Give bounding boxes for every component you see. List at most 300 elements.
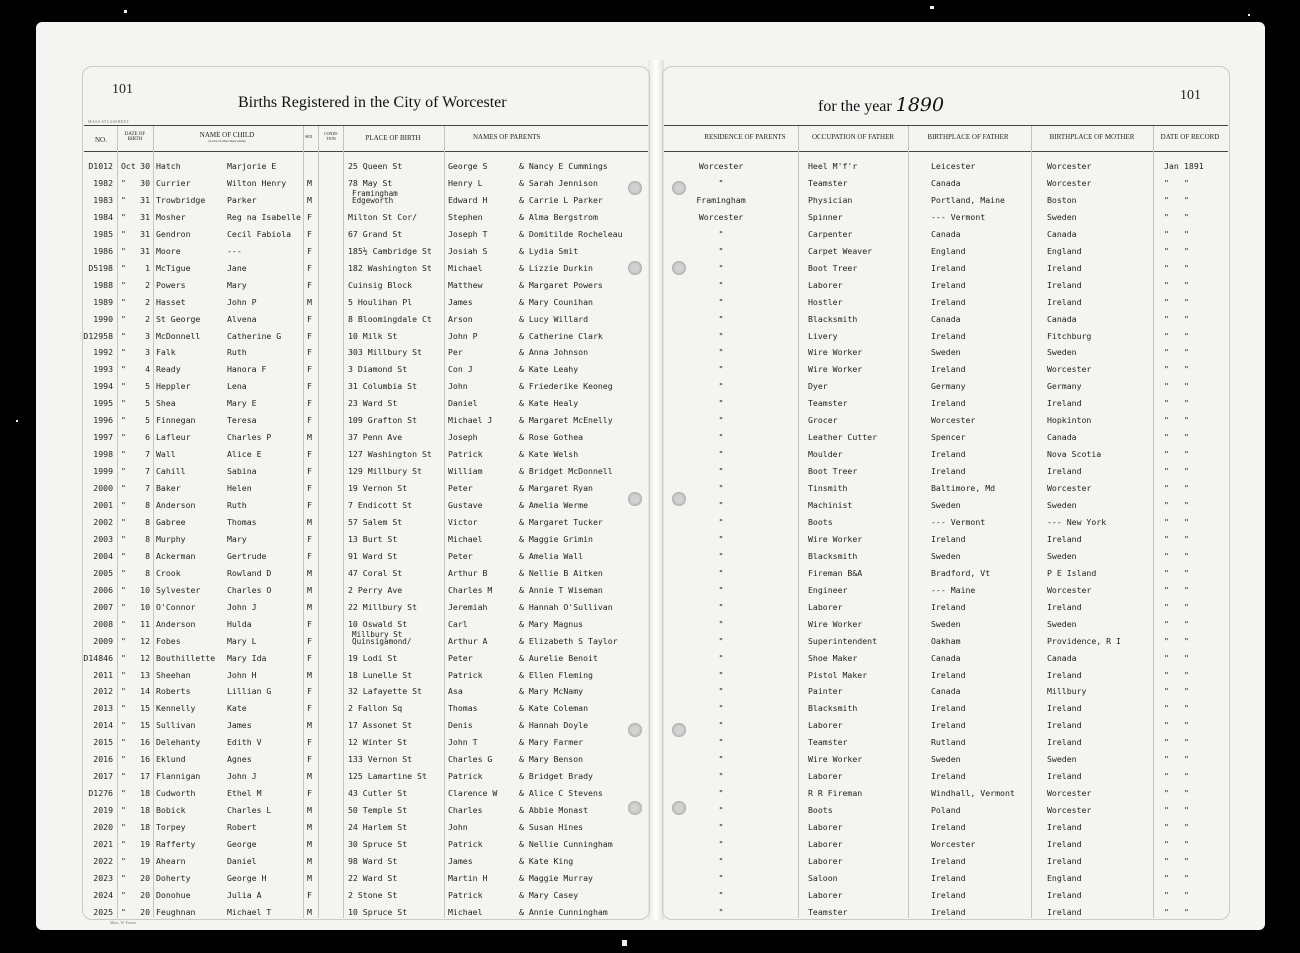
table-row xyxy=(0,429,1300,446)
cell-given: Cecil Fabiola xyxy=(227,228,292,239)
cell-sex: F xyxy=(307,279,312,290)
cell-given: Mary E xyxy=(227,398,257,409)
cell-rec1: " xyxy=(1164,415,1169,426)
cell-occupation: Blacksmith xyxy=(808,313,858,324)
cell-bp-mother: Ireland xyxy=(1047,771,1082,782)
cell-mother: & Aurelie Benoit xyxy=(519,652,598,663)
cell-rec2: " xyxy=(1184,483,1189,494)
cell-mother: & Kate Coleman xyxy=(519,703,589,714)
cell-residence: " xyxy=(718,652,724,663)
cell-residence: " xyxy=(718,262,724,273)
col-header-no: NO. xyxy=(95,136,107,144)
cell-residence: " xyxy=(718,533,724,544)
table-row xyxy=(0,616,1300,633)
cell-bp-father: Baltimore, Md xyxy=(931,483,996,494)
cell-no: D1276 xyxy=(88,788,113,799)
cell-mother: & Kate Leahy xyxy=(519,364,579,375)
cell-given: Michael T xyxy=(227,906,272,917)
cell-rec2: " xyxy=(1184,618,1189,629)
cell-sex: F xyxy=(307,330,312,341)
cell-occupation: Spinner xyxy=(808,211,843,222)
cell-sex: M xyxy=(307,177,312,188)
cell-bp-mother: Ireland xyxy=(1047,720,1082,731)
cell-surname: Ready xyxy=(156,364,181,375)
cell-surname: Flannigan xyxy=(156,771,201,782)
cell-m: " xyxy=(121,839,126,849)
cell-no: 2016 xyxy=(93,754,113,765)
cell-d: 10 xyxy=(140,584,150,595)
cell-mother: & Lizzie Durkin xyxy=(519,262,593,273)
cell-d: 8 xyxy=(145,533,150,544)
cell-bp-mother: Ireland xyxy=(1047,737,1082,748)
cell-no: 1995 xyxy=(93,398,113,409)
cell-sex: M xyxy=(307,296,312,307)
cell-no: 2022 xyxy=(93,855,113,866)
cell-bp-mother: Germany xyxy=(1047,381,1082,392)
cell-place: 12 Winter St xyxy=(348,737,408,748)
cell-given: Lillian G xyxy=(227,686,272,697)
scan-speck xyxy=(124,10,127,13)
cell-m: " xyxy=(121,211,126,222)
cell-no: D5198 xyxy=(88,262,113,273)
form-code: MASS ATLASSHEET xyxy=(88,119,130,124)
cell-place: 23 Ward St xyxy=(348,398,398,409)
cell-d: 15 xyxy=(140,720,150,731)
cell-bp-mother: Sweden xyxy=(1047,618,1077,629)
cell-bp-father: Sweden xyxy=(931,500,961,510)
cell-residence: " xyxy=(718,279,724,290)
cell-given: Kate xyxy=(227,703,247,714)
cell-sex: F xyxy=(307,703,312,714)
cell-occupation: Engineer xyxy=(808,584,848,595)
cell-no: 2020 xyxy=(93,822,113,833)
cell-place xyxy=(352,190,398,204)
cell-given: Marjorie E xyxy=(227,161,277,171)
cell-occupation: Laborer xyxy=(808,839,843,849)
cell-surname: McDonnell xyxy=(156,330,201,341)
scan-speck xyxy=(622,940,627,946)
cell-occupation: Teamster xyxy=(808,398,848,409)
cell-sex: M xyxy=(307,432,312,443)
cell-d: 2 xyxy=(145,296,150,307)
cell-given: Alice E xyxy=(227,449,262,460)
cell-bp-father: Ireland xyxy=(931,771,966,782)
cell-residence: " xyxy=(718,771,724,782)
cell-given: Jane xyxy=(227,262,247,273)
page-number-left: 101 xyxy=(112,82,133,97)
cell-surname: Powers xyxy=(156,279,186,290)
cell-place: 129 Millbury St xyxy=(348,466,422,477)
cell-given: Mary xyxy=(227,279,247,290)
cell-father: Clarence W xyxy=(448,788,498,799)
cell-d: 18 xyxy=(140,788,150,799)
cell-bp-father: Leicester xyxy=(931,161,976,171)
cell-mother: & Margaret McEnelly xyxy=(519,415,613,426)
cell-no: 1984 xyxy=(93,211,113,222)
cell-no: 2001 xyxy=(93,500,113,510)
cell-given: Thomas xyxy=(227,516,257,527)
cell-no: 2017 xyxy=(93,771,113,782)
cell-d: 8 xyxy=(145,500,150,510)
cell-surname: Falk xyxy=(156,347,176,358)
cell-mother: & Anna Johnson xyxy=(519,347,589,358)
cell-place: 10 Spruce St xyxy=(348,906,408,917)
cell-residence: " xyxy=(718,483,724,494)
cell-sex: M xyxy=(307,567,312,578)
cell-mother: & Hannah Doyle xyxy=(519,720,589,731)
cell-given: Julia A xyxy=(227,889,262,900)
cell-rec1: " xyxy=(1164,500,1169,510)
cell-sex: M xyxy=(307,720,312,731)
table-row xyxy=(0,565,1300,582)
table-row xyxy=(0,158,1300,175)
cell-d: 19 xyxy=(140,839,150,849)
cell-father: Michael xyxy=(448,262,483,273)
cell-residence: " xyxy=(718,584,724,595)
cell-surname: Finnegan xyxy=(156,415,196,426)
cell-bp-mother: Ireland xyxy=(1047,466,1082,477)
cell-place: 8 Bloomingdale Ct xyxy=(348,313,432,324)
cell-no: 2006 xyxy=(93,584,113,595)
cell-rec1: " xyxy=(1164,584,1169,595)
cell-bp-mother: Sweden xyxy=(1047,754,1077,765)
cell-bp-father: Portland, Maine xyxy=(931,194,1005,205)
cell-residence: " xyxy=(718,381,724,392)
cell-rec1: " xyxy=(1164,601,1169,612)
cell-residence: " xyxy=(718,516,724,527)
binder-hole xyxy=(672,181,686,195)
cell-d: 7 xyxy=(145,483,150,494)
cell-place: 37 Penn Ave xyxy=(348,432,403,443)
cell-residence: " xyxy=(718,245,724,256)
cell-residence: " xyxy=(718,855,724,866)
cell-d: 5 xyxy=(145,381,150,392)
table-row xyxy=(0,328,1300,345)
cell-bp-mother: Nova Scotia xyxy=(1047,449,1102,460)
cell-place: 7 Endicott St xyxy=(348,500,413,510)
cell-occupation: Carpet Weaver xyxy=(808,245,873,256)
cell-given: Reg na Isabelle xyxy=(227,211,301,222)
cell-bp-father: Sweden xyxy=(931,754,961,765)
cell-father: Victor xyxy=(448,516,478,527)
cell-rec1: " xyxy=(1164,805,1169,816)
cell-rec1: " xyxy=(1164,516,1169,527)
cell-bp-mother: Sweden xyxy=(1047,211,1077,222)
cell-residence: " xyxy=(718,313,724,324)
cell-given: Charles P xyxy=(227,432,272,443)
cell-given: John P xyxy=(227,296,257,307)
table-row xyxy=(0,887,1300,904)
cell-residence: " xyxy=(718,347,724,358)
cell-father: Patrick xyxy=(448,771,483,782)
col-header-occupation: OCCUPATION OF FATHER xyxy=(811,133,895,141)
binder-hole xyxy=(672,261,686,275)
cell-rec1: Jan xyxy=(1164,161,1179,171)
cell-m: Oct xyxy=(121,161,136,171)
cell-m: " xyxy=(121,601,126,612)
cell-father: Per xyxy=(448,347,463,358)
cell-m: " xyxy=(121,177,126,188)
cell-rec1: " xyxy=(1164,228,1169,239)
cell-place: 43 Cutler St xyxy=(348,788,408,799)
cell-surname: Wall xyxy=(156,449,176,460)
cell-bp-mother: Ireland xyxy=(1047,906,1082,917)
cell-bp-father: Canada xyxy=(931,313,961,324)
cell-father: Daniel xyxy=(448,398,478,409)
cell-occupation: Pistol Maker xyxy=(808,669,868,680)
cell-d: 11 xyxy=(140,618,150,629)
cell-given: Gertrude xyxy=(227,550,267,561)
cell-rec2: " xyxy=(1184,906,1189,917)
cell-bp-mother: Canada xyxy=(1047,313,1077,324)
cell-bp-father: Ireland xyxy=(931,398,966,409)
table-row xyxy=(0,819,1300,836)
cell-given: Parker xyxy=(227,194,257,205)
cell-occupation: Hostler xyxy=(808,296,843,307)
cell-sex: M xyxy=(307,906,312,917)
cell-given: Mary L xyxy=(227,635,257,646)
cell-rec2: " xyxy=(1184,533,1189,544)
cell-sex: M xyxy=(307,194,312,205)
cell-occupation: Wire Worker xyxy=(808,618,863,629)
cell-mother: & Sarah Jennison xyxy=(519,177,598,188)
cell-rec2: " xyxy=(1184,194,1189,205)
cell-residence: Framingham xyxy=(696,194,746,205)
col-header-child-label: NAME OF CHILD xyxy=(199,131,255,139)
col-header-child-note: (Color if other than white) xyxy=(208,139,246,143)
cell-no: 1993 xyxy=(93,364,113,375)
cell-father: Arthur A xyxy=(448,635,488,646)
cell-d: 19 xyxy=(140,855,150,866)
cell-mother: & Nancy E Cummings xyxy=(519,161,608,171)
table-row xyxy=(0,395,1300,412)
cell-d: 16 xyxy=(140,737,150,748)
table-row xyxy=(0,667,1300,684)
table-row xyxy=(0,209,1300,226)
cell-m: " xyxy=(121,635,126,646)
cell-bp-father: Ireland xyxy=(931,330,966,341)
cell-occupation: Teamster xyxy=(808,737,848,748)
cell-rec2: " xyxy=(1184,516,1189,527)
cell-mother: & Mary Magnus xyxy=(519,618,584,629)
cell-m: " xyxy=(121,466,126,477)
cell-rec2: " xyxy=(1184,347,1189,358)
cell-father: Charles M xyxy=(448,584,493,595)
cell-occupation: Wire Worker xyxy=(808,364,863,375)
cell-d: 31 xyxy=(140,245,150,256)
cell-rec2: " xyxy=(1184,601,1189,612)
cell-occupation: Laborer xyxy=(808,889,843,900)
cell-occupation: Carpenter xyxy=(808,228,853,239)
cell-occupation: Shoe Maker xyxy=(808,652,858,663)
cell-sex: F xyxy=(307,449,312,460)
cell-rec1: " xyxy=(1164,889,1169,900)
cell-father: Charles G xyxy=(448,754,493,765)
cell-bp-mother: Boston xyxy=(1047,194,1077,205)
year-title xyxy=(818,94,944,116)
cell-mother: & Domitilde Rocheleau xyxy=(519,228,623,239)
cell-no: 2009 xyxy=(93,635,113,646)
cell-no: 2008 xyxy=(93,618,113,629)
cell-rec2: " xyxy=(1184,669,1189,680)
table-row xyxy=(0,683,1300,700)
table-row xyxy=(0,582,1300,599)
cell-surname: Cahill xyxy=(156,466,186,477)
cell-rec2: " xyxy=(1184,500,1189,510)
cell-m: " xyxy=(121,262,126,273)
cell-sex: F xyxy=(307,313,312,324)
table-row xyxy=(0,734,1300,751)
cell-bp-father: Ireland xyxy=(931,296,966,307)
cell-d: 16 xyxy=(140,754,150,765)
cell-rec2: " xyxy=(1184,449,1189,460)
cell-occupation: R R Fireman xyxy=(808,788,863,799)
table-row xyxy=(0,904,1300,921)
header-rule-bottom-left xyxy=(84,151,648,152)
cell-sex: F xyxy=(307,466,312,477)
cell-father: Jeremiah xyxy=(448,601,488,612)
cell-surname: Hatch xyxy=(156,161,181,171)
cell-father: Con J xyxy=(448,364,473,375)
col-header-bp-father: BIRTHPLACE OF FATHER xyxy=(927,133,1009,141)
cell-no: D12958 xyxy=(83,330,113,341)
cell-no: 2019 xyxy=(93,805,113,816)
cell-occupation: Heel M'f'r xyxy=(808,161,858,171)
cell-d: 5 xyxy=(145,415,150,426)
cell-bp-mother: Ireland xyxy=(1047,601,1082,612)
cell-no: 2011 xyxy=(93,669,113,680)
cell-surname: O'Connor xyxy=(156,601,196,612)
cell-no: 2024 xyxy=(93,889,113,900)
cell-occupation: Blacksmith xyxy=(808,703,858,714)
register-title: Births Registered in the City of Worcester xyxy=(238,94,507,111)
cell-mother: & Annie Cunningham xyxy=(519,906,608,917)
cell-rec1: " xyxy=(1164,194,1169,205)
cell-surname: Bobick xyxy=(156,805,186,816)
cell-place: 2 Stone St xyxy=(348,889,398,900)
table-row xyxy=(0,802,1300,819)
cell-rec1: " xyxy=(1164,279,1169,290)
cell-given: Teresa xyxy=(227,415,257,426)
cell-rec1: " xyxy=(1164,652,1169,663)
cell-no: 2007 xyxy=(93,601,113,612)
cell-no: 2014 xyxy=(93,720,113,731)
cell-sex: M xyxy=(307,584,312,595)
cell-father: Arthur B xyxy=(448,567,488,578)
cell-given: Rowland D xyxy=(227,567,272,578)
cell-m: " xyxy=(121,381,126,392)
cell-residence: " xyxy=(718,635,724,646)
binder-hole xyxy=(628,801,642,815)
cell-sex: M xyxy=(307,872,312,883)
cell-sex: M xyxy=(307,771,312,782)
cell-bp-mother: Worcester xyxy=(1047,788,1092,799)
cell-rec2: " xyxy=(1184,822,1189,833)
cell-sex: F xyxy=(307,754,312,765)
cell-d: 10 xyxy=(140,601,150,612)
cell-bp-mother: P E Island xyxy=(1047,567,1097,578)
cell-rec1: " xyxy=(1164,483,1169,494)
cell-sex: M xyxy=(307,805,312,816)
cell-father: Thomas xyxy=(448,703,478,714)
table-row xyxy=(0,361,1300,378)
table-row xyxy=(0,378,1300,395)
cell-father: Martin H xyxy=(448,872,488,883)
cell-no: 1996 xyxy=(93,415,113,426)
cell-sex: F xyxy=(307,686,312,697)
cell-father: Carl xyxy=(448,618,468,629)
cell-father: Patrick xyxy=(448,669,483,680)
cell-bp-father: England xyxy=(931,245,966,256)
cell-bp-mother: Ireland xyxy=(1047,398,1082,409)
cell-place: 22 Millbury St xyxy=(348,601,418,612)
col-header-residence: RESIDENCE OF PARENTS xyxy=(704,133,786,141)
cell-bp-mother: Sweden xyxy=(1047,500,1077,510)
cell-occupation: Laborer xyxy=(808,855,843,866)
cell-rec2: " xyxy=(1184,737,1189,748)
cell-mother: & Amelia Werme xyxy=(519,500,589,510)
table-row xyxy=(0,650,1300,667)
cell-father: George S xyxy=(448,161,488,171)
cell-d: 7 xyxy=(145,466,150,477)
cell-occupation: Boot Treer xyxy=(808,466,858,477)
scan-speck xyxy=(1248,14,1250,16)
cell-rec2: " xyxy=(1184,584,1189,595)
cell-bp-mother: Ireland xyxy=(1047,889,1082,900)
cell-given: --- xyxy=(227,245,242,256)
cell-given: Ruth xyxy=(227,500,247,510)
cell-d: 1 xyxy=(145,262,150,273)
cell-no: 1999 xyxy=(93,466,113,477)
cell-bp-father: Canada xyxy=(931,177,961,188)
cell-occupation: Livery xyxy=(808,330,838,341)
cell-father: James xyxy=(448,296,473,307)
cell-mother: & Abbie Monast xyxy=(519,805,589,816)
cell-residence: Worcester xyxy=(698,161,744,171)
cell-sex: F xyxy=(307,211,312,222)
table-row xyxy=(0,463,1300,480)
cell-m: " xyxy=(121,398,126,409)
cell-place: 98 Ward St xyxy=(348,855,398,866)
form-footer: Mass. W. Forms xyxy=(110,920,137,925)
cell-father: Patrick xyxy=(448,449,483,460)
cell-father: Gustave xyxy=(448,500,483,510)
cell-bp-mother: Worcester xyxy=(1047,177,1092,188)
cell-surname: Anderson xyxy=(156,618,196,629)
cell-rec2: " xyxy=(1184,567,1189,578)
cell-father: Michael J xyxy=(448,415,493,426)
cell-bp-mother: Canada xyxy=(1047,228,1077,239)
cell-bp-mother: Canada xyxy=(1047,652,1077,663)
cell-father: John P xyxy=(448,330,478,341)
binder-hole xyxy=(628,181,642,195)
cell-d: 8 xyxy=(145,516,150,527)
cell-no: 2005 xyxy=(93,567,113,578)
cell-no: 1998 xyxy=(93,449,113,460)
cell-bp-mother: Hopkinton xyxy=(1047,415,1092,426)
table-row xyxy=(0,344,1300,361)
cell-sex: F xyxy=(307,228,312,239)
cell-m: " xyxy=(121,567,126,578)
cell-residence: " xyxy=(718,466,724,477)
cell-rec2: " xyxy=(1184,635,1189,646)
cell-occupation: Saloon xyxy=(808,872,838,883)
cell-surname: Heppler xyxy=(156,381,191,392)
cell-rec2: " xyxy=(1184,839,1189,849)
cell-mother: & Catherine Clark xyxy=(519,330,603,341)
cell-place: 109 Grafton St xyxy=(348,415,418,426)
cell-m: " xyxy=(121,822,126,833)
